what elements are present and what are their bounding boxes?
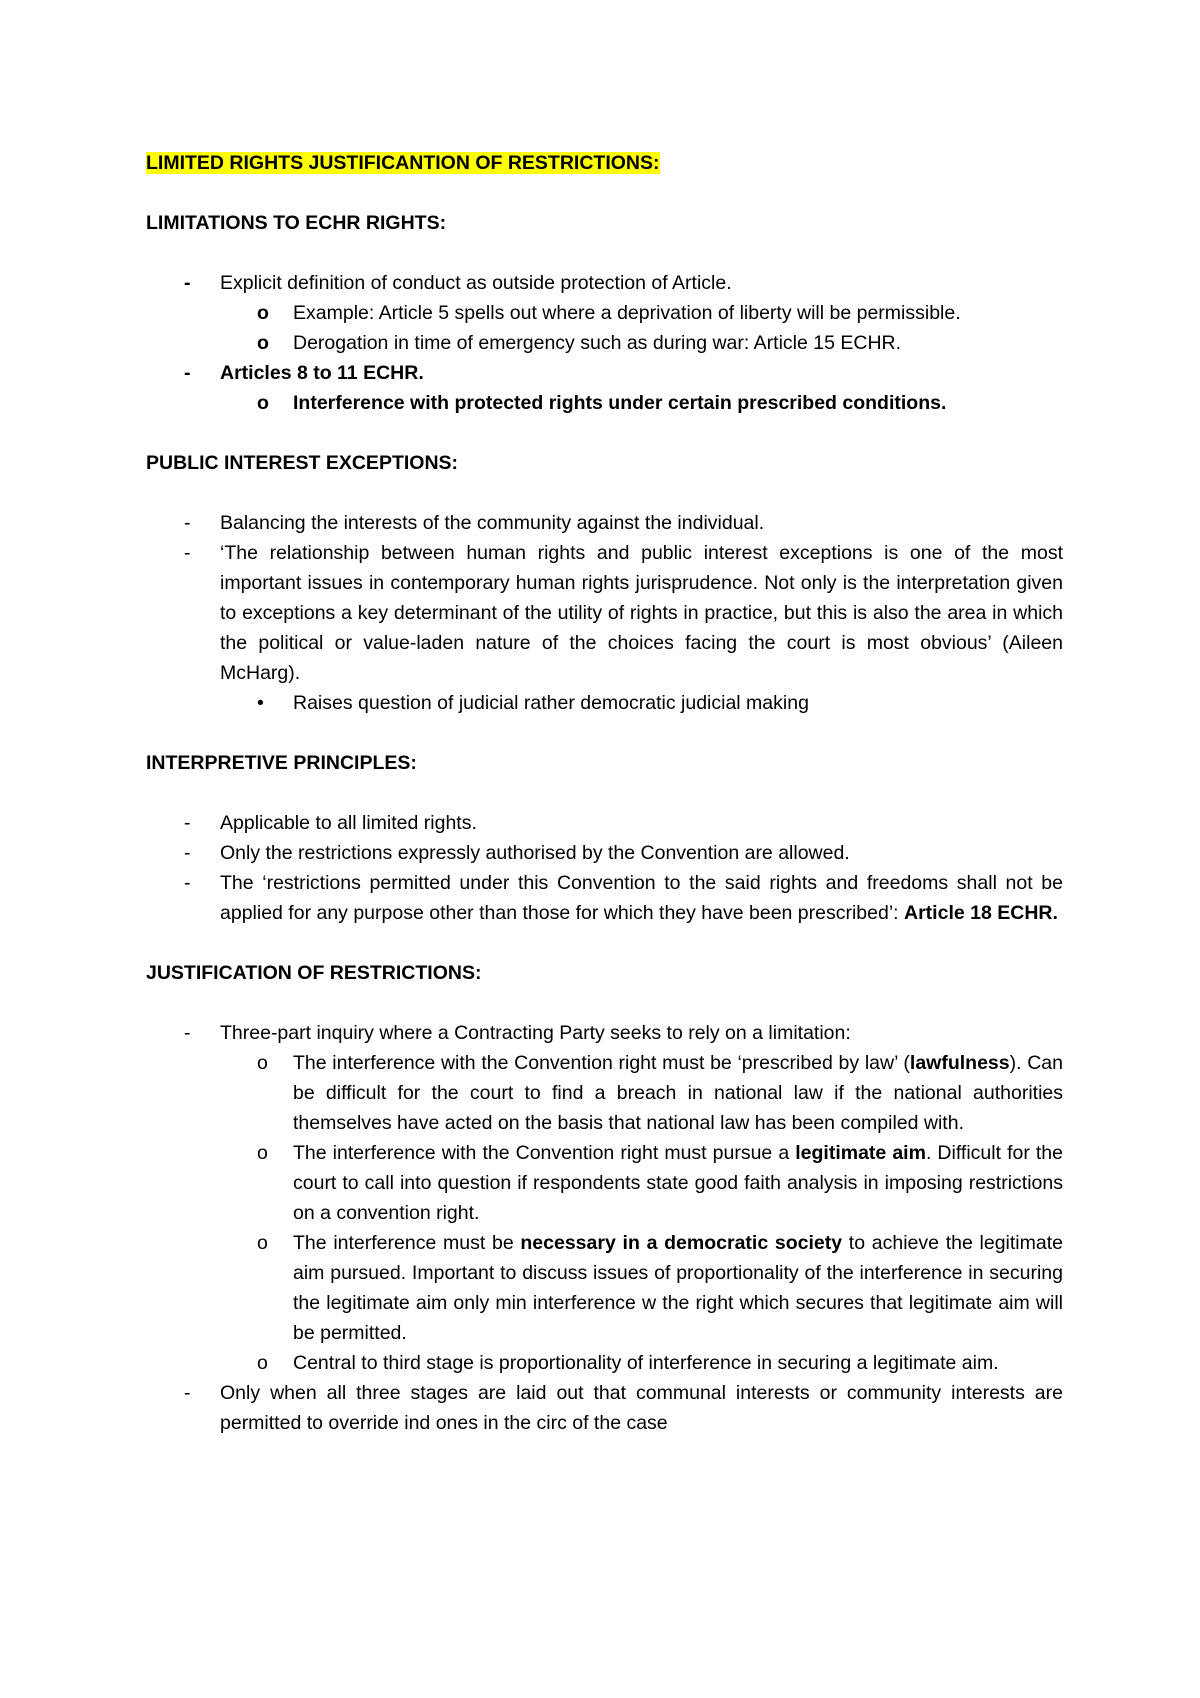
dash-marker: - [184, 272, 191, 294]
dash-marker: - [184, 842, 191, 864]
section-heading-limitations: LIMITATIONS TO ECHR RIGHTS: [146, 212, 447, 234]
list-item: - Articles 8 to 11 ECHR. [146, 358, 1063, 388]
circle-bullet: o [257, 302, 269, 324]
dash-marker: - [184, 512, 191, 534]
list-item: - Three-part inquiry where a Contracting Party seeks to rely on a limitation: [146, 1018, 1063, 1048]
circle-bullet: o [257, 1052, 268, 1074]
document-title: LIMITED RIGHTS JUSTIFICANTION OF RESTRICTIONS: [146, 152, 660, 174]
list-item: - Applicable to all limited rights. [146, 808, 1063, 838]
dash-marker: - [184, 362, 191, 384]
list-item: - The ‘restrictions permitted under this Convention to the said rights and freedoms shall not be applied for any purpose other than those for which they have been prescribed’: Article 18 ECHR. [146, 868, 1063, 928]
section-heading-public-interest: PUBLIC INTEREST EXCEPTIONS: [146, 452, 459, 474]
circle-bullet: o [257, 1142, 268, 1164]
list-item: o The interference with the Convention right must pursue a legitimate aim. Difficult for the court to call into question if respondents state good faith analysis in imposing restrictions on a convention right. [146, 1138, 1063, 1228]
dash-marker: - [184, 812, 191, 834]
list-item: - Only when all three stages are laid out that communal interests or community interests are permitted to override ind ones in the circ of the case [146, 1378, 1063, 1438]
list-item: - Explicit definition of conduct as outside protection of Article. [146, 268, 1063, 298]
circle-bullet: o [257, 1232, 268, 1254]
list-item: - Balancing the interests of the community against the individual. [146, 508, 1063, 538]
list-item: - Only the restrictions expressly authorised by the Convention are allowed. [146, 838, 1063, 868]
bullet-marker: • [257, 692, 264, 714]
document-content [146, 148, 1063, 1438]
dash-marker: - [184, 542, 191, 564]
list-item: o Derogation in time of emergency such as during war: Article 15 ECHR. [146, 328, 1063, 358]
list-item: o Central to third stage is proportionality of interference in securing a legitimate aim. [146, 1348, 1063, 1378]
section-heading-justification: JUSTIFICATION OF RESTRICTIONS: [146, 962, 482, 984]
list-item: o The interference must be necessary in a democratic society to achieve the legitimate aim pursued. Important to discuss issues of proportionality of the interference in securing the legitimate aim only min interference w the right which secures that legitimate aim will be permitted. [146, 1228, 1063, 1348]
list-item: o The interference with the Convention right must be ‘prescribed by law’ (lawfulness). Can be difficult for the court to find a breach in national law if the national authorities themselves have acted on the basis that national law has been compiled with. [146, 1048, 1063, 1138]
circle-bullet: o [257, 392, 269, 414]
list-item: o Interference with protected rights under certain prescribed conditions. [146, 388, 1063, 418]
circle-bullet: o [257, 1352, 268, 1374]
dash-marker: - [184, 872, 191, 894]
list-item: • Raises question of judicial rather democratic judicial making [146, 688, 1063, 718]
list-item: - ‘The relationship between human rights and public interest exceptions is one of the most important issues in contemporary human rights jurisprudence. Not only is the interpretation given to exceptions a key determinant of the utility of rights in practice, but this is also the area in which the political or value-laden nature of the choices facing the court is most obvious’ (Aileen McHarg). [146, 538, 1063, 688]
dash-marker: - [184, 1022, 191, 1044]
list-item: o Example: Article 5 spells out where a deprivation of liberty will be permissible. [146, 298, 1063, 328]
section-heading-interpretive: INTERPRETIVE PRINCIPLES: [146, 752, 417, 774]
circle-bullet: o [257, 332, 269, 354]
dash-marker: - [184, 1382, 191, 1404]
